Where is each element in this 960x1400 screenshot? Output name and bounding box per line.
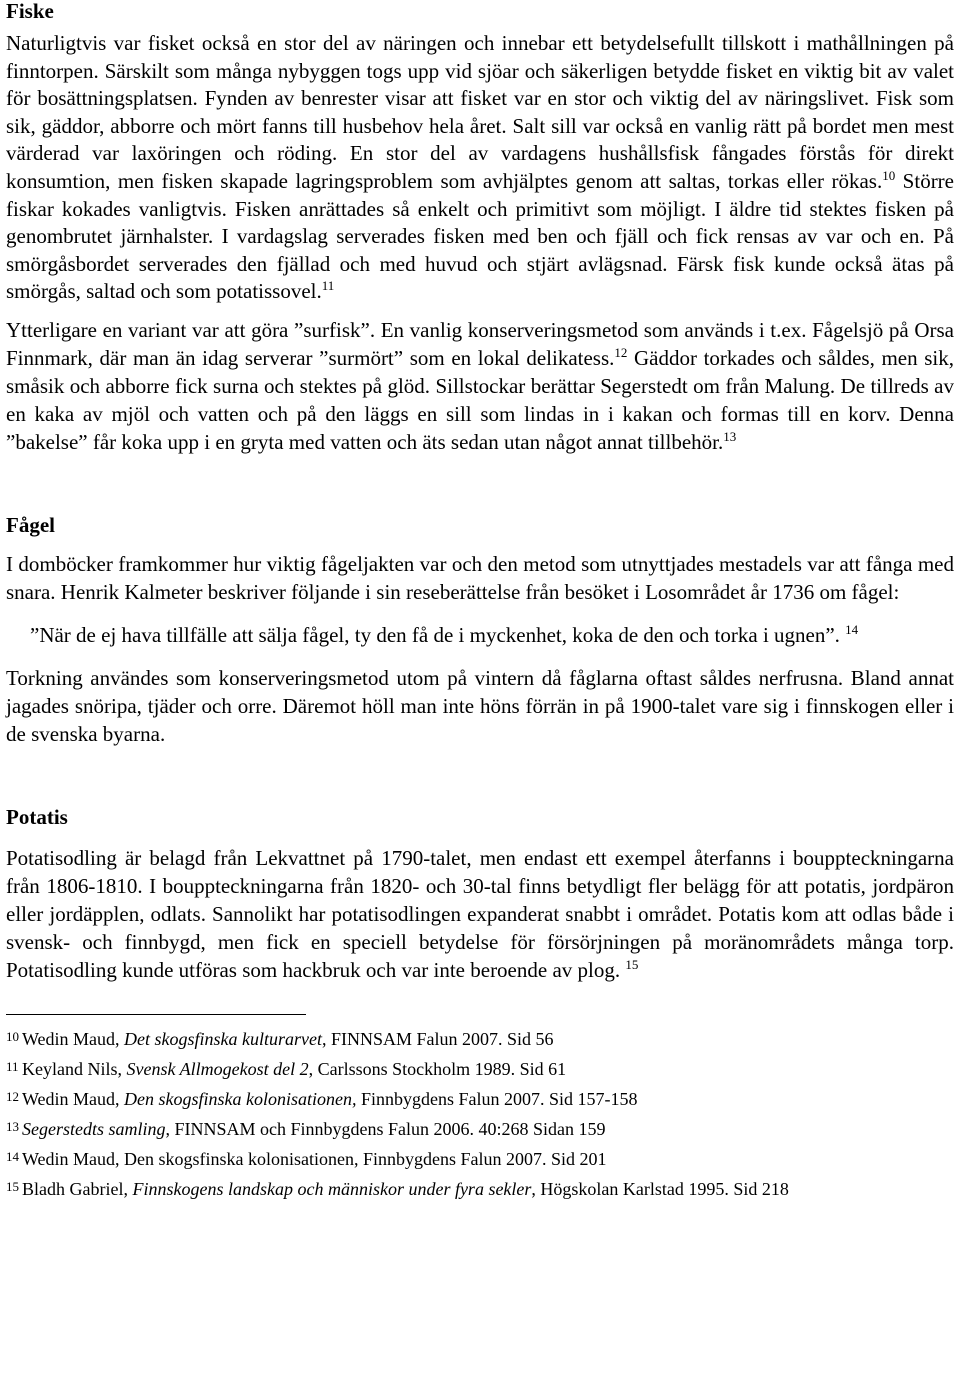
- footnote-title: Finnskogens landskap och människor under fyra sekler: [132, 1178, 532, 1199]
- paragraph-fagel-1: I domböcker framkommer hur viktig fågeljakten var och den metod som utnyttjades mestadels var att fånga med snara. Henrik Kalmeter beskriver följande i sin reseberättelse från besöket i Losområdet år 1736 om fågel:: [6, 551, 954, 604]
- footnote-number: 13: [6, 1118, 19, 1134]
- footnote-14: 14 Wedin Maud, Den skogsfinska kolonisationen, Finnbygdens Falun 2007. Sid 201: [6, 1143, 954, 1173]
- footnote-10: 10 Wedin Maud, Det skogsfinska kulturarvet, FINNSAM Falun 2007. Sid 56: [6, 1023, 954, 1053]
- footnote-ref: 10: [882, 167, 896, 183]
- footnote-11: 11 Keyland Nils, Svensk Allmogekost del 2, Carlssons Stockholm 1989. Sid 61: [6, 1053, 954, 1083]
- footnote-title: Den skogsfinska kolonisationen,: [124, 1088, 357, 1109]
- footnote-13: 13 Segerstedts samling, FINNSAM och Finnbygdens Falun 2006. 40:268 Sidan 159: [6, 1113, 954, 1143]
- footnote-title: Segerstedts samling: [22, 1118, 166, 1139]
- footnotes: [6, 1023, 954, 1203]
- footnote-number: 15: [6, 1178, 19, 1194]
- footnote-15: 15 Bladh Gabriel, Finnskogens landskap och människor under fyra sekler, Högskolan Karlstad 1995. Sid 218: [6, 1173, 954, 1203]
- block-quote-kalmeter: ”När de ej hava tillfälle att sälja fågel, ty den få de i myckenhet, koka de den och torka i ugnen”. $^{14}$: [30, 621, 859, 647]
- footnote-ref: 14: [845, 621, 859, 637]
- document-page: [6, 0, 954, 1203]
- footnote-12: 12 Wedin Maud, Den skogsfinska kolonisationen, Finnbygdens Falun 2007. Sid 157-158: [6, 1083, 954, 1113]
- footnote-ref: 13: [723, 428, 737, 444]
- footnote-ref: 15: [625, 956, 639, 972]
- footnote-ref: 11: [321, 278, 335, 294]
- footnote-number: 14: [6, 1148, 19, 1164]
- footnote-number: 10: [6, 1028, 19, 1044]
- section-heading-potatis: Potatis: [6, 804, 68, 829]
- footnote-ref: 12: [614, 344, 628, 360]
- footnote-separator: [6, 1014, 306, 1015]
- section-heading-fiske: Fiske: [6, 0, 54, 23]
- paragraph-potatis-1: Potatisodling är belagd från Lekvattnet på 1790-talet, men endast ett exempel återfanns i bouppteckningarna från 1806-1810. I bouppteckningarna från 1820- och 30-tal finns betydligt fler belägg för att potatis, jordpäron eller jordäpplen, odlats. Sannolikt har potatisodlingen expanderat snabbt i området. Potatis kom att odlas både i svensk- och finnbygd, men fick en speciell betydelse för försörjningen på moränområdets många torp. Potatisodling kunde utföras som hackbruk och var inte beroende av plog. $^{15}$: [6, 845, 954, 982]
- paragraph-fagel-2: Torkning användes som konserveringsmetod utom på vintern då fåglarna oftast såldes nerfrusna. Bland annat jagades snöripa, tjäder och orre. Däremot höll man inte höns förrän in på 1900-talet vare sig i finnskogen eller i de svenska byarna.: [6, 665, 954, 746]
- footnote-title: Det skogsfinska kulturarvet: [124, 1028, 323, 1049]
- footnote-title: Svensk Allmogekost del 2: [126, 1058, 309, 1079]
- footnote-number: 11: [6, 1058, 19, 1074]
- paragraph-fiske-1: Naturligtvis var fisket också en stor del av näringen och innebar ett betydelsefullt tillskott i mathållningen på finntorpen. Särskilt som många nybyggen togs upp vid sjöar och säkerligen betydde fisket en viktig bit av valet för bosättningsplatsen. Fynden av benrester visar att fisket var en stor och viktig del av näringslivet. Fisk som sik, gäddor, abborre och mört fanns till husbehov hela året. Salt sill var också en vanlig rätt på bordet men mest värderad var laxöringen och röding. En stor del av vardagens hushållsfisk fångades förstås för direkt konsumtion, men fisken skapade lagringsproblem som avhjälptes genom att saltas, torkas eller rökas.$^{10}$ Större fiskar kokades vanligtvis. Fisken anrättades så enkelt och primitivt som möjligt. I äldre tid stektes fisken på genombrutet järnhalster. I vardagslag serverades fisken med ben och fjäll och fick rensas av var och en. På smörgåsbordet serverades den fjällad och med huvud och stjärt avlägsnad. Färsk fisk kunde också ätas på smörgås, saltad och som potatissovel.$^{11}$: [6, 31, 954, 304]
- paragraph-fiske-2: Ytterligare en variant var att göra ”surfisk”. En vanlig konserveringsmetod som används i t.ex. Fågelsjö på Orsa Finnmark, där man än idag serverar ”surmört” som en lokal delikatess.$^{12}$ Gäddor torkades och såldes, men sik, småsik och abborre fick surna och stektes på glöd. Sillstockar berättar Segerstedt om från Malung. De tillreds av en kaka av mjöl och vatten och på den läggs en sill som lindas in i kakan och formas till en korv. Denna ”bakelse” får koka upp i en gryta med vatten och äts sedan utan något annat tillbehör.$^{13}$: [6, 317, 954, 454]
- footnote-number: 12: [6, 1088, 19, 1104]
- section-heading-fagel: Fågel: [6, 512, 55, 537]
